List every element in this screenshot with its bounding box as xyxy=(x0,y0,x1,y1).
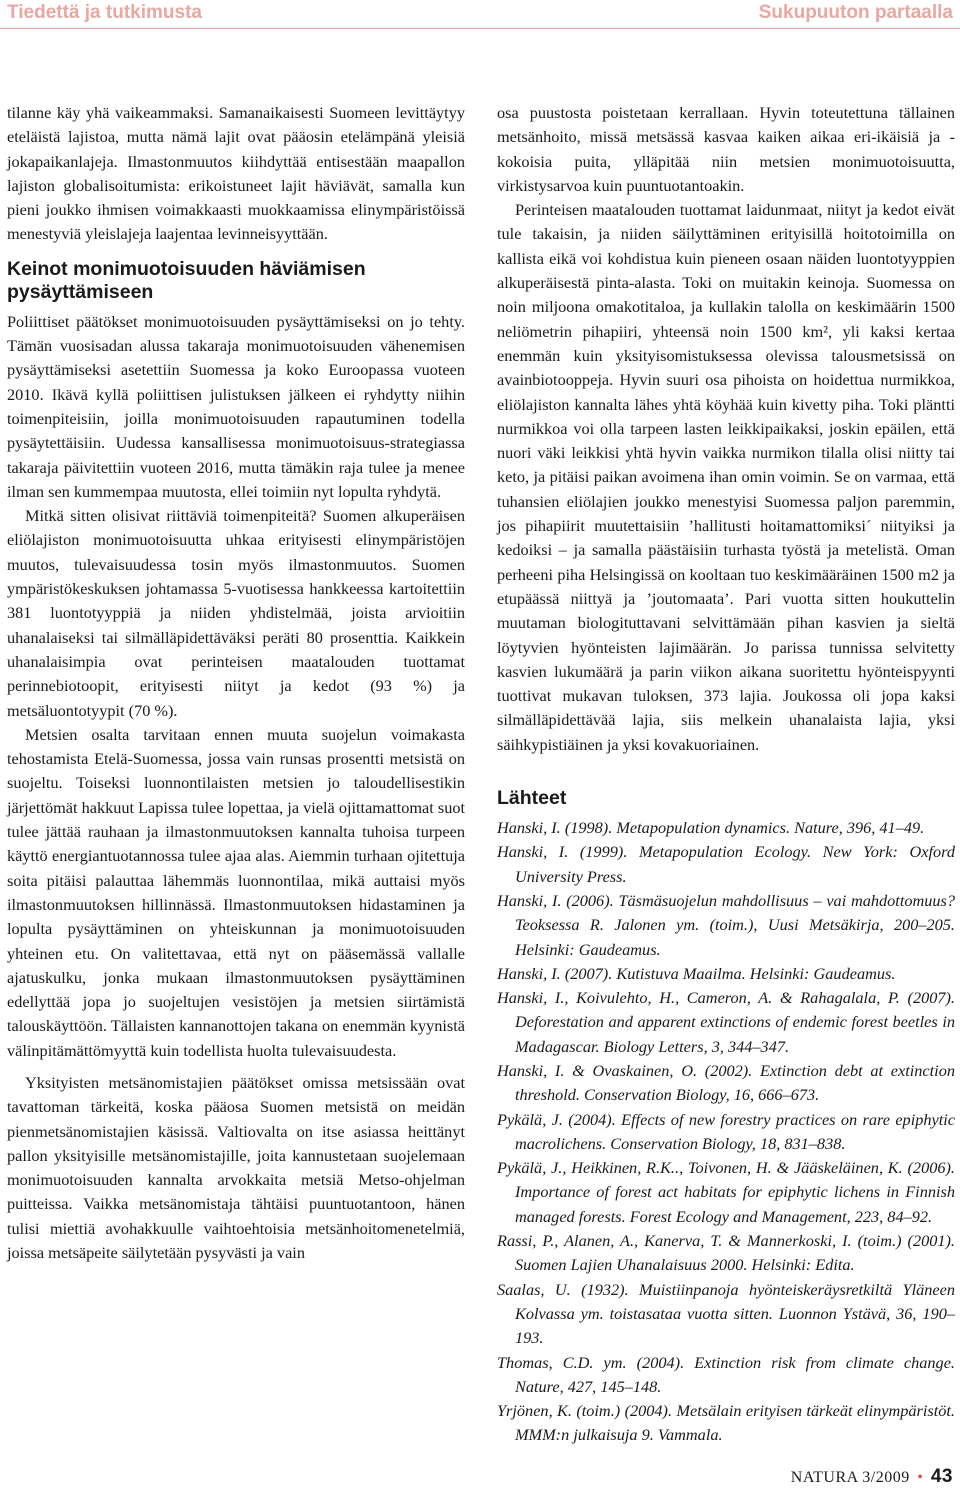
references-heading: Lähteet xyxy=(497,787,567,810)
journal-issue: NATURA 3/2009 xyxy=(790,1469,910,1486)
article-title: Sukupuuton partaalla xyxy=(758,2,953,23)
references-list xyxy=(497,816,955,1448)
section-label: Tiedettä ja tutkimusta xyxy=(7,2,202,23)
bullet-separator: • xyxy=(917,1469,924,1486)
reference-item: Pykälä, J., Heikkinen, R.K.., Toivonen, H. & Jääskeläinen, K. (2006). Importance of forest act habitats for epiphytic lichens in Finnish managed forests. Forest Ecology and Management, 223, 84–92. xyxy=(497,1158,955,1226)
reference-item: Hanski, I. (1998). Metapopulation dynamics. Nature, 396, 41–49. xyxy=(497,818,925,838)
reference-item: Hanski, I. (2006). Täsmäsuojelun mahdollisuus – vai mahdottomuus? Teoksessa R. Jalonen ym. (toim.), Uusi Metsäkirja, 200–205. Helsinki: Gaudeamus. xyxy=(497,890,955,959)
section-heading: Keinot monimuotoisuuden häviämisen pysäyttämiseen xyxy=(7,257,366,303)
reference-item: Hanski, I. (1999). Metapopulation Ecology. New York: Oxford University Press. xyxy=(497,842,955,886)
page-header xyxy=(0,0,960,29)
reference-item: Hanski, I., Koivulehto, H., Cameron, A. & Rahagalala, P. (2007). Deforestation and apparent extinctions of endemic forest beetles in Madagascar. Biology Letters, 3, 344–347. xyxy=(497,988,955,1056)
reference-item: Yrjönen, K. (toim.) (2004). Metsälain erityisen tärkeät elinympäristöt. MMM:n julkaisuja 9. Vammala. xyxy=(497,1401,955,1445)
page-footer xyxy=(791,1466,953,1488)
reference-item: Pykälä, J. (2004). Effects of new forestry practices on rare epiphytic macrolichens. Conservation Biology, 18, 831–838. xyxy=(497,1109,955,1153)
reference-item: Hanski, I. & Ovaskainen, O. (2002). Extinction debt at extinction threshold. Conservation Biology, 16, 666–673. xyxy=(497,1060,955,1105)
page-number: 43 xyxy=(930,1466,953,1487)
reference-item: Rassi, P., Alanen, A., Kanerva, T. & Mannerkoski, I. (toim.) (2001). Suomen Lajien Uhanalaisuus 2000. Helsinki: Edita. xyxy=(497,1231,955,1275)
body-paragraph: Yksityisten metsänomistajien päätökset omissa metsissään ovat tavattoman tärkeitä, koska pääosa Suomen metsistä on meidän pienmetsänomistajien käsissä. Valtiovalta on itse asiassa heittänyt pallon yksityisille metsänomistajille, joita kannustetaan suojelemaan monimuotoisuuden kannalta arvokkaita metsiä Metso-ohjelman puitteissa. Vaikka metsänomistaja tähtäisi puuntuotantoon, hänen tulisi miettiä avohakkuulle vaihtoehtoisia metsänhoitomenetelmiä, joissa metsäpeite säilytetään pysyvästi ja vain xyxy=(7,1072,465,1263)
reference-item: Thomas, C.D. ym. (2004). Extinction risk from climate change. Nature, 427, 145–148. xyxy=(497,1352,955,1396)
right-column xyxy=(497,101,955,1448)
body-paragraph: Metsien osalta tarvitaan ennen muuta suojelun voimakasta tehostamista Etelä-Suomessa, jossa vain runsas prosentti metsistä on suojeltu. Toiseksi luonnontilaisten metsien jo taloudellisestikin järjettömät hakkuut Lapissa tulee lopettaa, ja vielä ojittamattomat suot tulee jättää rauhaan ja ilmastonmuutoksen kannalta tuhoisa turpeen käyttö energiantuotannossa tulee ajaa alas. Aiemmin turhaan ojitettuja soita pitäisi palauttaa lähemmäs luonnontilaa, mikä auttaisi myös ilmastonmuutoksen hillinnässä. Ilmastonmuutoksen hidastaminen ja lopulta pysäyttäminen on yhteiskunnan ja monimuotoisuuden yhteinen etu. On valitettavaa, että nyt on pääsemässä vallalle ajatuskulku, jonka mukaan ilmastonmuutoksen pysäyttäminen edellyttää jopa jo suojeltujen vesistöjen ja metsien siirtämistä talouskäyttöön. Tällaisten kannanottojen takana on enemmän kyynistä välinpitämättömyyttä kuin todellista huolta tulevaisuudesta. xyxy=(7,724,465,1060)
left-column xyxy=(7,101,465,1265)
reference-item: Hanski, I. (2007). Kutistuva Maailma. Helsinki: Gaudeamus. xyxy=(497,963,896,983)
body-paragraph: Mitkä sitten olisivat riittäviä toimenpiteitä? Suomen alkuperäisen eliölajiston monimuotoisuutta uhkaa erityisesti elinympäristöjen muutos, tulevaisuudessa tosin myös ilmastonmuutos. Suomen ympäristökeskuksen johtamassa 5-vuotisessa hankkeessa kartoitettiin 381 luontotyyppiä ja niiden yhdistelmää, joista arvioitiin uhanalaiseksi tai silmälläpidettäväksi peräti 80 prosenttia. Kaikkein uhanalaisimpia ovat perinteisen maatalouden tuottamat perinnebiotoopit, erityisesti niityt ja kedot (93 %) ja metsäluontotyypit (70 %). xyxy=(7,506,465,720)
reference-item: Saalas, U. (1932). Muistiinpanoja hyönteiskeräysretkiltä Yläneen Kolvassa ym. toistasataa vuotta sitten. Luonnon Ystävä, 36, 190–193. xyxy=(497,1279,955,1348)
intro-paragraph: tilanne käy yhä vaikeammaksi. Samanaikaisesti Suomeen levittäytyy eteläistä lajistoa, mutta nämä lajit ovat pääosin etelämpänä yleisiä jokapaikanlajeja. Ilmastonmuutos kiihdyttää entisestään maapallon lajiston globalisoitumista: erikoistuneet lajit häviävät, samalla kun pieni joukko ihmisen voimakkaasti muokkaamissa elinympäristöissä menestyviä yleislajeja laajentaa levinneisyyttään. xyxy=(7,103,465,244)
body-paragraph: osa puustosta poistetaan kerrallaan. Hyvin toteutettuna tällainen metsänhoito, missä metsässä kasvaa kaiken aikaa eri-ikäisiä ja -kokoisia puita, ylläpitää niin metsien monimuotoisuutta, virkistysarvoa kuin puuntuotantoakin. xyxy=(497,103,955,195)
body-paragraph: Poliittiset päätökset monimuotoisuuden pysäyttämiseksi on jo tehty. Tämän vuosisadan alussa takaraja monimuotoisuuden vähenemisen pysäyttämiseksi asetettiin Suomessa ja koko Euroopassa vuoteen 2010. Ikävä kyllä poliittisen julistuksen jälkeen ei ryhdytty niihin toimenpiteisiin, joilla monimuotoisuuden rapautuminen todella pysäytettäisiin. Uudessa kansallisessa monimuotoisuus-strategiassa takaraja päivitettiin vuoteen 2016, mutta tämäkin raja tulee ja menee ilman sen kummempaa muutosta, ellei toimiin nyt lopulta ryhdytä. xyxy=(7,311,465,501)
body-paragraph: Perinteisen maatalouden tuottamat laidunmaat, niityt ja kedot eivät tule takaisin, ja niiden säilyttäminen erityisillä hoitotoimilla on kallista eikä voi kohdistua kuin pieneen osaan näiden luontotyyppien alkuperäisestä pinta-alasta. Toki on muitakin keinoja. Suomessa on noin miljoona omakotitaloa, ja kullakin talolla on keskimäärin 1500 neliömetrin pihapiiri, yhteensä noin 1500 km², yli kaksi kertaa enemmän kuin yksityisomistuksessa olevissa talousmetsissä on avainbiotooppeja. Hyvin suuri osa pihoista on hoidettua nurmikkoa, eliölajiston kannalta lähes yhtä köyhää kuin kivetty piha. Toki pläntti nurmikkoa voi olla tarpeen lasten leikkipaikaksi, joskin epäilen, että nuori väki leikkisi yhtä hyvin vaikka nurmikon tilalla olisi niitty tai keto, ja pitäisi paikan avoimena ihan omin voimin. Se on varmaa, että tuhansien eliölajien joukko menestyisi Suomessa paljon paremmin, jos pihapiirit muutettaisiin ’hallitusti hoitamattomiksi´ niityiksi ja kedoiksi – ja samalla päästäisiin turhasta työstä ja metelistä. Oman perheeni piha Helsingissä on kooltaan tuo keskimääräinen 1500 m2 ja etupäässä niittyä ja ’joutomaata’. Pari vuotta sitten houkuttelin muutaman biologituttavani selvittämään pihan kasvien ja sieltä löytyvien hyönteisten lajimäärän. Jo parissa tunnissa selvitetty kasvien lukumäärä ja parin viikon aikana suoritettu hyönteispyynti tuottivat mukavan tuloksen, 373 lajia. Joukossa oli jopa kaksi silmälläpidettävää lajia, siis melkein uhanalaista lajia, yksi säihkypistiäinen ja yksi kovakuoriainen. xyxy=(497,200,955,754)
